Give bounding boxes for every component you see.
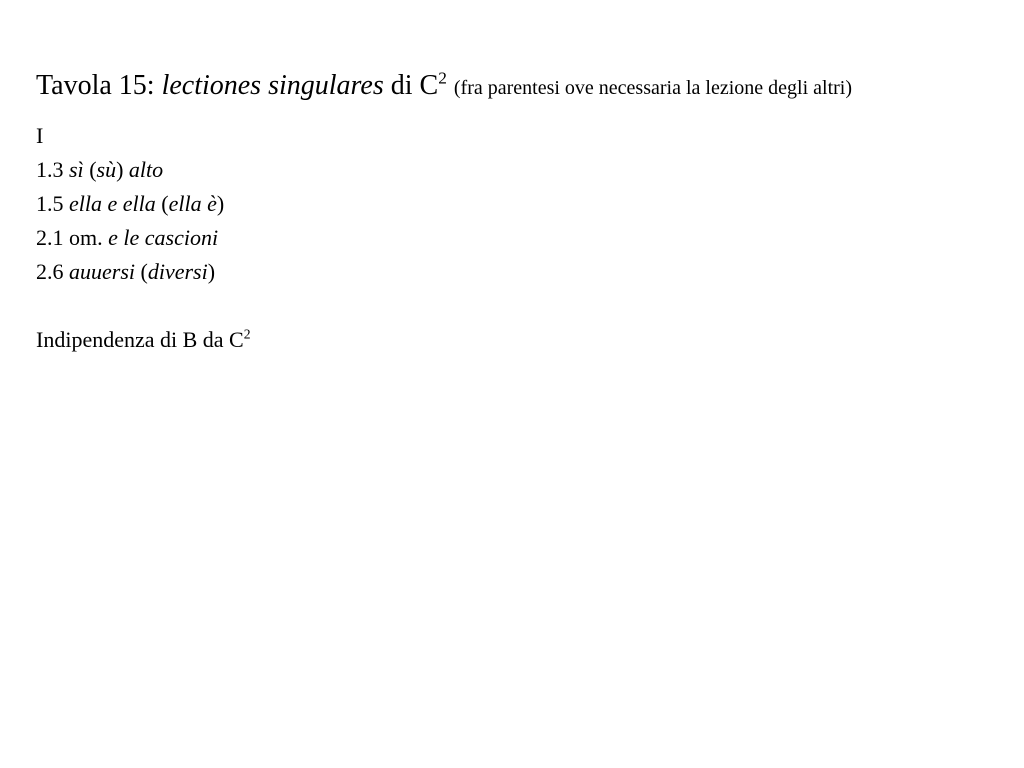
section-heading: I <box>36 123 44 148</box>
entry-reading: sì <box>69 157 84 182</box>
footer-line <box>36 323 996 357</box>
title-prefix: Tavola 15: <box>36 70 162 101</box>
footer-superscript: 2 <box>243 326 251 342</box>
entry-text: ( <box>83 157 97 182</box>
entry-number: 1.5 <box>36 191 64 216</box>
entry-number: 2.6 <box>36 259 64 284</box>
entry-number: 2.1 <box>36 225 64 250</box>
entry-2-6 <box>36 255 996 289</box>
entry-reading: ella e ella <box>69 191 156 216</box>
entry-text: ) <box>216 191 225 216</box>
entry-reading: alto <box>128 157 164 182</box>
entry-variant: ella è <box>168 191 217 216</box>
spacer <box>36 289 996 323</box>
entry-number: 1.3 <box>36 157 64 182</box>
entry-text: ) <box>207 259 216 284</box>
entry-text: ( <box>135 259 148 284</box>
entry-variant: diversi <box>147 259 208 284</box>
entry-2-1 <box>36 221 996 255</box>
entry-reading: e le cascioni <box>108 225 219 250</box>
entry-1-5 <box>36 187 996 221</box>
title-mid: di C <box>383 70 439 101</box>
slide-body <box>36 119 996 357</box>
entry-text: ) <box>116 157 129 182</box>
entry-reading: auuersi <box>69 259 135 284</box>
entry-1-3 <box>36 153 996 187</box>
slide <box>36 68 996 357</box>
footer-text: Indipendenza di B da C <box>36 327 244 352</box>
entry-variant: sù <box>96 157 117 182</box>
title-italic: lectiones singulares <box>161 70 384 101</box>
slide-title <box>36 68 996 105</box>
title-note: (fra parentesi ove necessaria la lezione degli altri) <box>453 77 852 99</box>
entry-text: ( <box>155 191 169 216</box>
title-superscript: 2 <box>438 68 447 88</box>
entry-text: om. <box>63 225 109 250</box>
